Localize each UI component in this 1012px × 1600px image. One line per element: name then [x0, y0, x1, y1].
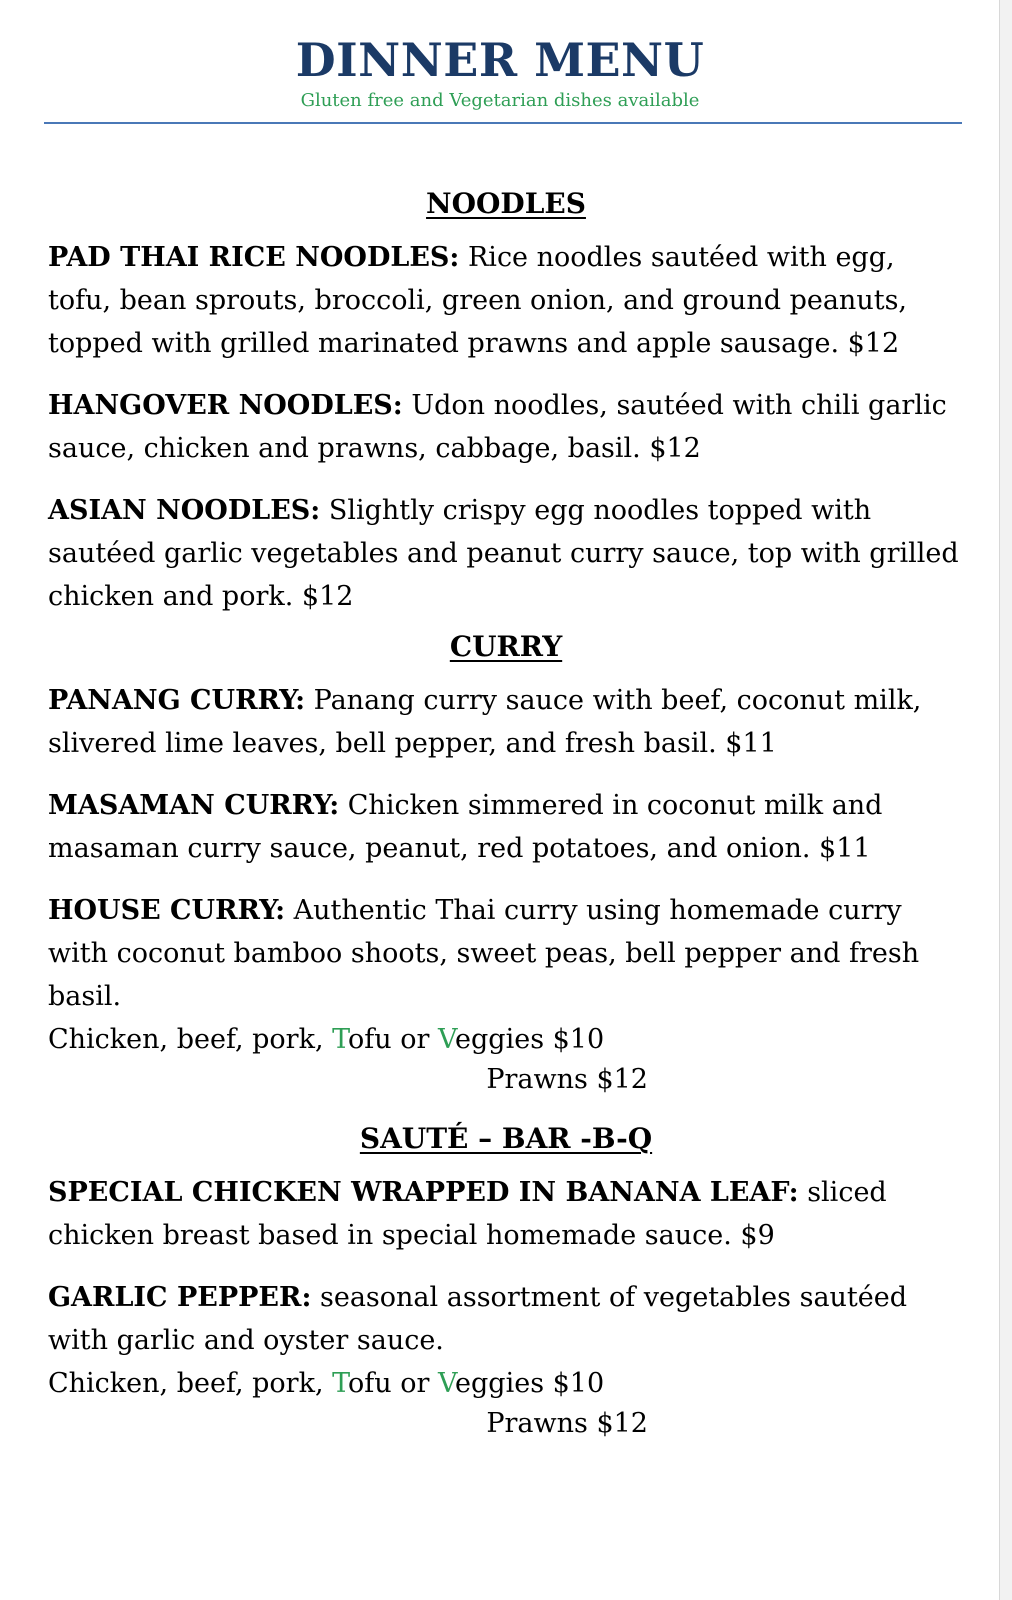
item-description: Rice noodles sautéed with egg, tofu, bean sprouts, broccoli, green onion, and ground peanuts, topped with grilled marinated prawns and apple sausage. $12	[48, 242, 908, 359]
menu-header	[0, 30, 1000, 112]
prawns-price: Prawns $12	[486, 1064, 648, 1095]
item-name: GARLIC PEPPER:	[48, 1282, 312, 1313]
item-name: MASAMAN CURRY:	[48, 790, 340, 821]
menu-item-panang-curry	[48, 679, 964, 765]
protein-options: Chicken, beef, pork, Tofu or Veggies $10	[48, 1368, 605, 1399]
section-heading-noodles: NOODLES	[426, 187, 586, 220]
page-title: DINNER MENU	[295, 33, 705, 87]
item-name: HOUSE CURRY:	[48, 895, 286, 926]
item-description: Udon noodles, sautéed with chili garlic sauce, chicken and prawns, cabbage, basil. $12	[48, 390, 947, 464]
menu-item-house-curry	[48, 889, 964, 1098]
item-name: PANANG CURRY:	[48, 685, 306, 716]
item-description: seasonal assortment of vegetables sautéed with garlic and oyster sauce.	[48, 1282, 908, 1356]
menu-item-masaman-curry	[48, 784, 964, 870]
vegetarian-marker: V	[438, 1024, 456, 1055]
gluten-free-marker: T	[332, 1024, 349, 1055]
item-description: Authentic Thai curry using homemade curry with coconut bamboo shoots, sweet peas, bell pepper and fresh basil.	[48, 895, 920, 1012]
vegetarian-marker: V	[438, 1368, 456, 1399]
item-text	[48, 1276, 964, 1362]
item-name: PAD THAI RICE NOODLES:	[48, 242, 460, 273]
menu-item-special-chicken	[48, 1171, 964, 1257]
menu-item-garlic-pepper	[48, 1276, 964, 1442]
item-description: Chicken simmered in coconut milk and masaman curry sauce, peanut, red potatoes, and onion. $11	[48, 790, 883, 864]
menu-item-hangover-noodles	[48, 384, 964, 470]
section-heading-saute-bbq: SAUTÉ – BAR -B-Q	[359, 1122, 653, 1155]
item-description: Slightly crispy egg noodles topped with sautéed garlic vegetables and peanut curry sauce, top with grilled chicken and pork. $12	[48, 495, 959, 612]
prawns-price: Prawns $12	[486, 1408, 648, 1439]
header-divider	[44, 122, 962, 124]
item-description: sliced chicken breast based in special homemade sauce. $9	[48, 1177, 887, 1251]
section-heading-curry: CURRY	[449, 630, 563, 663]
page-subtitle: Gluten free and Vegetarian dishes available	[300, 90, 700, 111]
menu-item-pad-thai	[48, 236, 964, 365]
gluten-free-marker: T	[332, 1368, 349, 1399]
item-text	[48, 889, 964, 1018]
item-description: Panang curry sauce with beef, coconut milk, slivered lime leaves, bell pepper, and fresh basil. $11	[48, 685, 922, 759]
item-name: SPECIAL CHICKEN WRAPPED IN BANANA LEAF:	[48, 1177, 799, 1208]
menu-item-asian-noodles	[48, 489, 964, 618]
item-name: HANGOVER NOODLES:	[48, 390, 403, 421]
item-name: ASIAN NOODLES:	[48, 495, 321, 526]
protein-options: Chicken, beef, pork, Tofu or Veggies $10	[48, 1024, 605, 1055]
menu-content	[48, 182, 964, 1461]
